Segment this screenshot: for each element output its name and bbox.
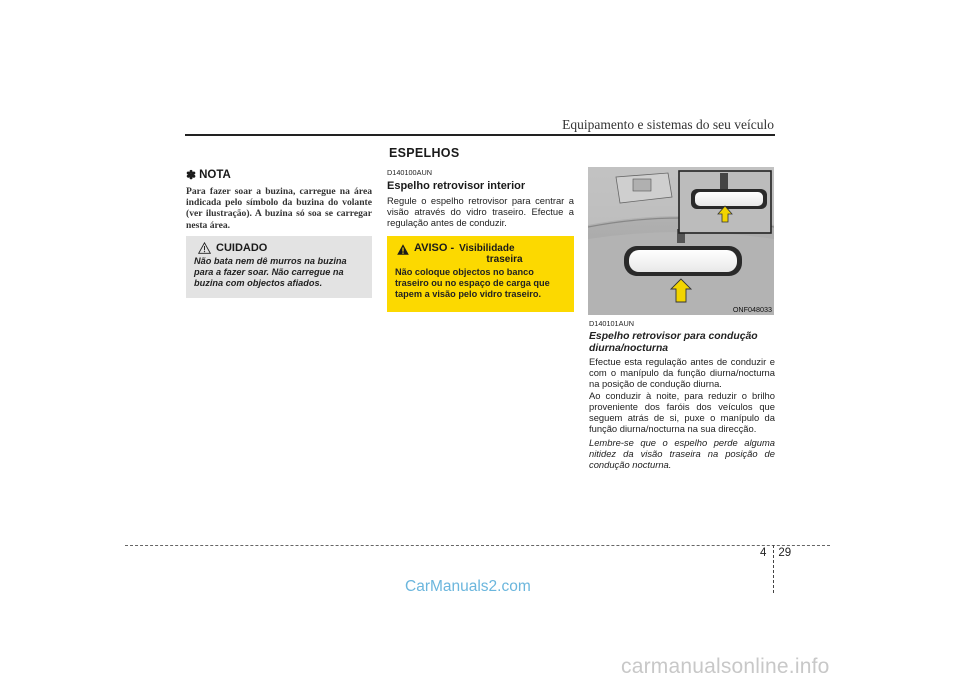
warning-triangle-outline-icon [198,242,211,254]
aviso-subtitle-b: traseira [486,254,523,265]
day-night-text-2: Ao conduzir à noite, para reduzir o brilho proveniente dos faróis dos veículos que seguem atrás de si, puxe o manípulo da função diurna/nocturna na sua direcção. [589,390,775,434]
day-night-heading: Espelho retrovisor para condução diurna/nocturna [589,331,758,354]
day-night-text-1: Efectue esta regulação antes de conduzir e com o manípulo da função diurna/nocturna na posição de condução diurna. [589,356,775,389]
illustration-caption: ONF048033 [732,305,772,314]
day-night-mirror-section [589,319,775,470]
cuidado-header [198,242,364,254]
cuidado-title: CUIDADO [216,242,268,254]
nota-heading-label: NOTA [199,169,231,181]
interior-mirror-heading: Espelho retrovisor interior [387,180,526,192]
interior-mirror-text: Regule o espelho retrovisor para centrar a visão através do vidro traseiro. Efectue a regulação antes de conduzir. [387,195,574,228]
nota-section [186,168,372,231]
header-rule [185,134,775,136]
aviso-box [387,236,574,312]
page-number [760,547,791,559]
cuidado-text: Não bata nem dê murros na buzina para a fazer soar. Não carregue na buzina com objectos afiados. [194,256,347,288]
page-number-value: 29 [778,547,792,559]
warning-triangle-filled-icon [397,244,409,255]
watermark-carmanualsonline[interactable]: carmanualsonline.info [621,655,830,678]
chapter-number: 4 [760,547,767,559]
section-title: ESPELHOS [389,146,460,160]
cuidado-box [186,236,372,298]
footer-rule [125,545,830,546]
interior-mirror-section [387,168,574,228]
watermark-carmanuals2[interactable]: CarManuals2.com [405,578,531,595]
aviso-subtitle-a: Visibilidade [459,243,515,254]
nota-text: Para fazer soar a buzina, carregue na área indicada pelo símbolo da buzina do volante (ver ilustração). A buzina só soa se carregar nesta área. [186,186,372,231]
nota-heading [186,168,372,182]
day-night-note: Lembre-se que o espelho perde alguma nitidez da visão traseira na posição de condução nocturna. [589,437,775,470]
rearview-mirror-illustration [588,167,774,315]
aviso-text: Não coloque objectos no banco traseiro ou no espaço de carga que tapem a visão pelo vidro traseiro. [395,267,550,299]
interior-mirror-code: D140100AUN [387,168,433,177]
aviso-title: AVISO - [414,242,455,254]
day-night-code: D140101AUN [589,319,635,328]
running-header: Equipamento e sistemas do seu veículo [562,117,774,132]
star-icon: ✽ [186,168,197,182]
